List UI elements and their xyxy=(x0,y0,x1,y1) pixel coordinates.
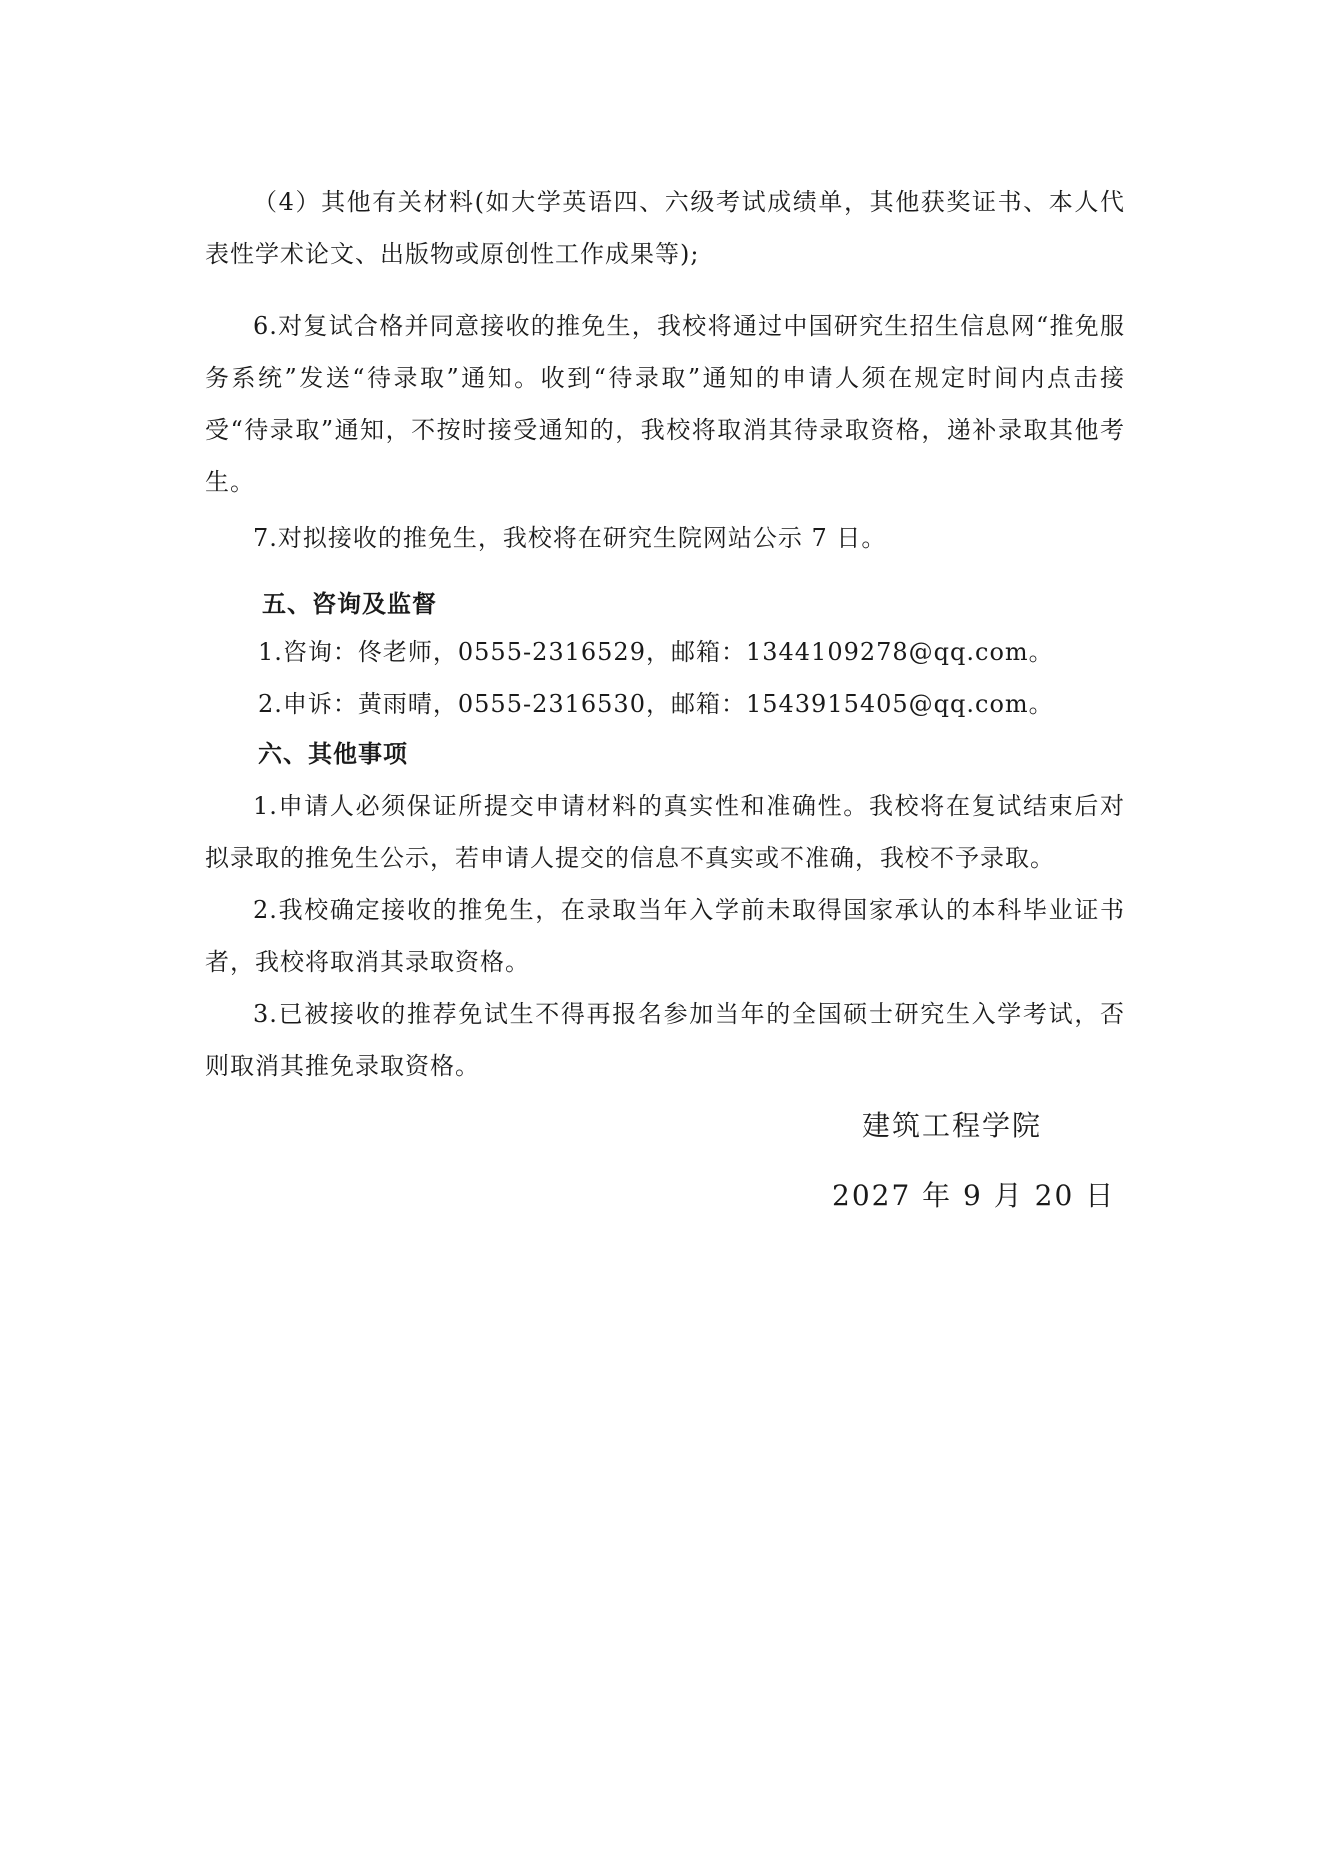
signature-organization: 建筑工程学院 xyxy=(862,1109,1043,1142)
section-5-heading: 五、咨询及监督 xyxy=(262,589,437,618)
paragraph-item-7: 7.对拟接收的推免生，我校将在研究生院网站公示 7 日。 xyxy=(253,524,887,552)
section-6-item-2: 2.我校确定接收的推免生，在录取当年入学前未取得国家承认的本科毕业证书者，我校将取消其录取资格。 xyxy=(205,896,1125,976)
paragraph-materials-4: （4）其他有关材料(如大学英语四、六级考试成绩单，其他获奖证书、本人代表性学术论文、出版物或原创性工作成果等); xyxy=(205,188,1125,268)
consult-contact: 1.咨询：佟老师，0555-2316529，邮箱：1344109278@qq.com。 xyxy=(258,638,1054,666)
signature-date: 2027 年 9 月 20 日 xyxy=(832,1179,1116,1212)
paragraph-item-6: 6.对复试合格并同意接收的推免生，我校将通过中国研究生招生信息网“推免服务系统”发送“待录取”通知。收到“待录取”通知的申请人须在规定时间内点击接受“待录取”通知，不按时接受通知的，我校将取消其待录取资格，递补录取其他考生。 xyxy=(205,312,1125,496)
section-6-item-3: 3.已被接收的推荐免试生不得再报名参加当年的全国硕士研究生入学考试，否则取消其推免录取资格。 xyxy=(205,1000,1125,1080)
section-6-item-1: 1.申请人必须保证所提交申请材料的真实性和准确性。我校将在复试结束后对拟录取的推免生公示，若申请人提交的信息不真实或不准确，我校不予录取。 xyxy=(205,792,1125,872)
section-6-heading: 六、其他事项 xyxy=(258,739,408,768)
appeal-contact: 2.申诉：黄雨晴，0555-2316530，邮箱：1543915405@qq.com。 xyxy=(258,690,1054,718)
